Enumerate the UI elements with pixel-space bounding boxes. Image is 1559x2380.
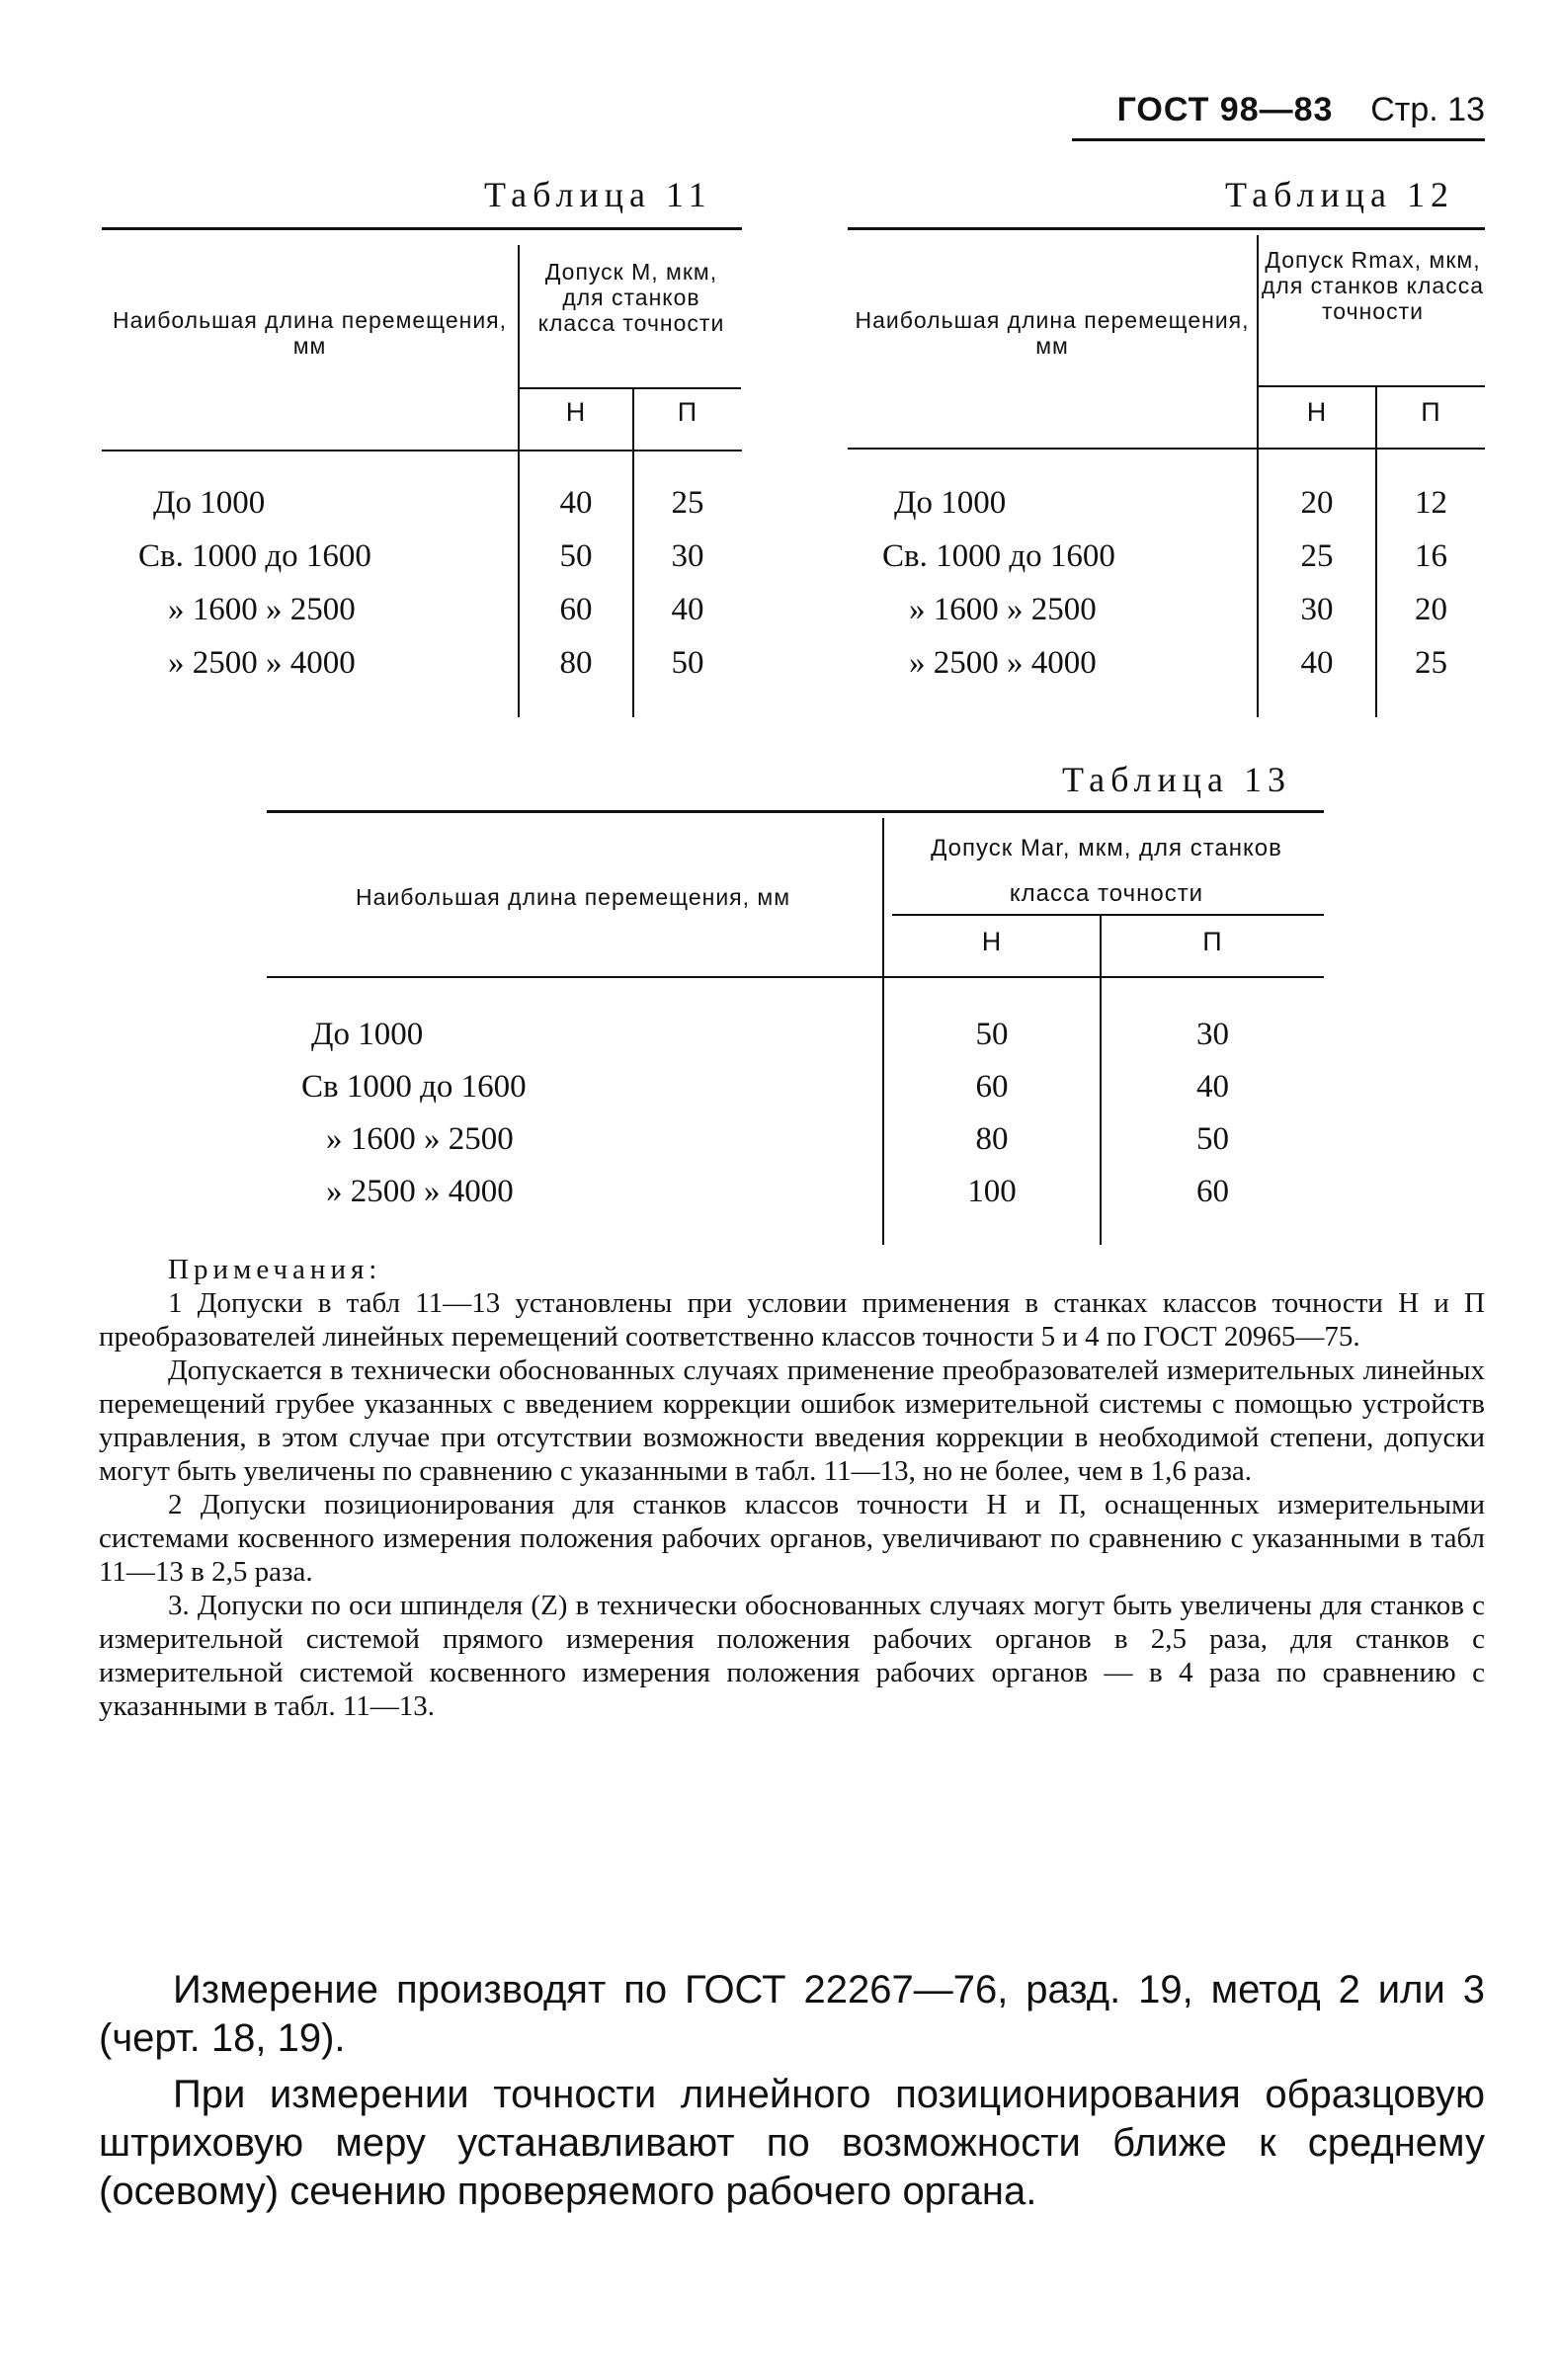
- standard-number: ГОСТ 98—83: [1116, 91, 1334, 128]
- body-text: [99, 1966, 1485, 2224]
- table-11-row-p: 40: [671, 592, 704, 627]
- table-12-row-n: 25: [1300, 538, 1334, 574]
- header-rule: [1072, 138, 1485, 141]
- running-header: [1117, 91, 1485, 129]
- table-12-row-label: До 1000: [894, 485, 1007, 521]
- table-13-row-p: 60: [1196, 1174, 1229, 1209]
- table-11-row-p: 50: [671, 645, 704, 681]
- table-11-row-n: 50: [559, 538, 593, 574]
- table-13-row-n: 50: [975, 1017, 1009, 1052]
- table-13-row-n: 80: [975, 1121, 1009, 1157]
- table-11-row-p: 30: [671, 538, 704, 574]
- table-12-caption: Таблица 12: [1225, 175, 1454, 214]
- table-13-row-p: 30: [1196, 1017, 1229, 1052]
- table-12-top-rule: [848, 227, 1485, 230]
- notes-title: Примечания:: [168, 1254, 382, 1285]
- table-11-row-label: До 1000: [153, 485, 266, 521]
- note-1: 1 Допуски в табл 11—13 установлены при условии применения в станках классов точности Н и П преобразователей линейных перемещений соответственно классов точности 5 и 4 по ГОСТ 20965—75.: [99, 1287, 1485, 1353]
- table-13-length-header: Наибольшая длина перемещения, мм: [355, 884, 791, 910]
- table-11-tolerance-header: Допуск M, мкм, для станков класса точности: [537, 259, 725, 336]
- table-11-row-label: Св. 1000 до 1600: [138, 538, 371, 574]
- table-12-row-p: 20: [1415, 592, 1447, 627]
- table-11-row-n: 80: [559, 645, 593, 681]
- table-11-row-n: 40: [559, 485, 593, 521]
- table-11-top-rule: [102, 227, 742, 230]
- notes-block: [99, 1253, 1485, 1723]
- note-3: 3. Допуски по оси шпинделя (Z) в технически обоснованных случаях могут быть увеличены для станков с измерительной системой прямого измерения положения рабочих органов в 2,5 раза, для станков с измерительной системой косвенного измерения положения рабочих органов — в 4 раза по сравнению с указанными в табл. 11—13.: [99, 1590, 1485, 1722]
- table-13-class-n: Н: [981, 927, 1003, 956]
- table-12-row-p: 25: [1415, 645, 1447, 681]
- table-11-class-n: Н: [565, 397, 587, 427]
- table-11-row-p: 25: [671, 485, 704, 521]
- table-12-row-n: 40: [1300, 645, 1334, 681]
- table-11-length-header: Наибольшая длина перемещения, мм: [112, 307, 508, 359]
- table-12-class-p: П: [1421, 397, 1441, 427]
- table-11-row-n: 60: [559, 592, 593, 627]
- table-12-length-header: Наибольшая длина перемещения, мм: [855, 307, 1250, 359]
- table-12-class-n: Н: [1306, 397, 1328, 427]
- table-13-row-p: 40: [1196, 1069, 1229, 1105]
- table-12-row-label: Св. 1000 до 1600: [882, 538, 1115, 574]
- table-12-row-n: 20: [1300, 485, 1334, 521]
- table-13-row-label: » 1600 » 2500: [326, 1121, 514, 1157]
- table-12-row-label: » 1600 » 2500: [909, 592, 1097, 627]
- table-12-row-n: 30: [1300, 592, 1334, 627]
- table-11-class-p: П: [677, 397, 698, 427]
- table-11-caption: Таблица 11: [484, 175, 712, 214]
- note-2: 2 Допуски позиционирования для станков классов точности Н и П, оснащенных измерительными системами косвенного измерения положения рабочих органов, увеличивают по сравнению с указанными в табл 11—13 в 2,5 раза.: [99, 1489, 1485, 1588]
- page-number: Стр. 13: [1370, 91, 1485, 128]
- table-13-tolerance-header: Допуск Mar, мкм, для станков класса точности: [931, 835, 1282, 907]
- table-13-top-rule: [267, 810, 1324, 813]
- table-12-row-p: 16: [1415, 538, 1447, 574]
- table-13-caption: Таблица 13: [1062, 760, 1291, 799]
- table-13-row-label: До 1000: [311, 1017, 424, 1052]
- table-12-head-rule: [848, 448, 1485, 450]
- table-13-row-label: Св 1000 до 1600: [301, 1069, 527, 1105]
- table-13-row-p: 50: [1196, 1121, 1229, 1157]
- table-13-head-rule: [267, 976, 1324, 978]
- table-13-row-label: » 2500 » 4000: [326, 1174, 514, 1209]
- table-11-row-label: » 1600 » 2500: [168, 592, 356, 627]
- table-11-head-rule: [102, 450, 742, 451]
- table-13-class-p: П: [1202, 927, 1223, 956]
- table-12-tolerance-header: Допуск Rmax, мкм, для станков класса точности: [1262, 247, 1484, 324]
- table-12-row-p: 12: [1415, 485, 1447, 521]
- table-13-row-n: 100: [967, 1174, 1017, 1209]
- note-1-continued: Допускается в технически обоснованных случаях применение преобразователей измерительных линейных перемещений грубее указанных с введением коррекции ошибок измерительной системы с помощью устройств управления, в этом случае при отсутствии возможности введения коррекции в необходимой степени, допуски могут быть увеличены по сравнению с указанными в табл. 11—13, но не более, чем в 1,6 раза.: [99, 1354, 1485, 1487]
- table-12-row-label: » 2500 » 4000: [909, 645, 1097, 681]
- positioning-paragraph: При измерении точности линейного позиционирования образцовую штриховую меру устанавливают по возможности ближе к среднему (осевому) сечению проверяемого рабочего органа.: [99, 2073, 1485, 2213]
- table-11-sub-rule: [520, 387, 741, 389]
- table-11-row-label: » 2500 » 4000: [168, 645, 356, 681]
- table-12-sub-rule: [1259, 385, 1485, 387]
- table-13-row-n: 60: [975, 1069, 1009, 1105]
- measurement-paragraph: Измерение производят по ГОСТ 22267—76, разд. 19, метод 2 или 3 (черт. 18, 19).: [99, 1968, 1485, 2060]
